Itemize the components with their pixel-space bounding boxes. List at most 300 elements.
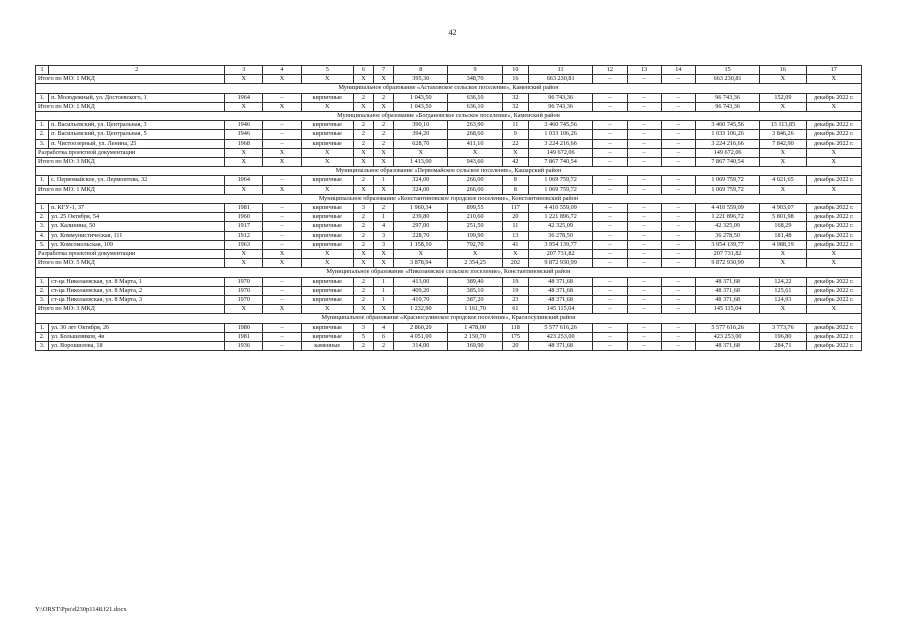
table-cell: 1981	[225, 332, 263, 341]
table-cell: 36 278,50	[695, 231, 759, 240]
table-row	[36, 130, 862, 139]
table-cell: X	[301, 185, 353, 194]
column-number: 1	[36, 66, 49, 75]
table-cell: X	[760, 158, 806, 167]
table-cell: –	[263, 231, 301, 240]
table-cell: –	[627, 75, 661, 84]
table-cell: 2	[353, 342, 373, 351]
table-cell: 2.	[36, 213, 49, 222]
table-cell: 1 033 106,26	[695, 130, 759, 139]
table-cell: –	[661, 296, 695, 305]
table-cell: п. Васильевский, ул. Центральная, 5	[49, 130, 225, 139]
summary-row	[36, 148, 862, 157]
column-number: 15	[695, 66, 759, 75]
table-cell: X	[374, 158, 394, 167]
table-cell: –	[263, 240, 301, 249]
table-cell: 423 253,00	[695, 332, 759, 341]
table-cell: кирпичные	[301, 277, 353, 286]
table-cell: –	[661, 332, 695, 341]
table-cell: X	[806, 250, 861, 259]
table-cell: 1	[374, 286, 394, 295]
table-cell: 297,00	[394, 222, 448, 231]
table-cell: –	[593, 259, 627, 268]
table-cell: X	[806, 259, 861, 268]
table-cell: 149 672,06	[528, 148, 592, 157]
table-cell: декабрь 2022 г.	[806, 213, 861, 222]
table-cell: X	[301, 250, 353, 259]
table-row	[36, 93, 862, 102]
table-cell: 9 872 930,99	[528, 259, 592, 268]
table-cell: 117	[502, 204, 528, 213]
table-cell: –	[627, 296, 661, 305]
table-cell: 1	[374, 296, 394, 305]
table-cell: 2.	[36, 130, 49, 139]
table-cell: кирпичные	[301, 139, 353, 148]
table-cell: 266,00	[448, 185, 502, 194]
section-title: Муниципальное образование «Николаевское сельское поселение», Константиновский район	[36, 268, 862, 277]
table-cell: X	[353, 305, 373, 314]
table-cell: –	[627, 250, 661, 259]
table-cell: X	[760, 305, 806, 314]
table-cell: ул. Калинина, 50	[49, 222, 225, 231]
summary-row	[36, 102, 862, 111]
table-cell: 1	[374, 176, 394, 185]
table-cell: 145 115,04	[528, 305, 592, 314]
table-cell: 4 051,00	[394, 332, 448, 341]
table-cell: 2	[353, 93, 373, 102]
table-cell: –	[627, 185, 661, 194]
table-cell: п. КГУ-1, 37	[49, 204, 225, 213]
table-cell: 96 743,36	[695, 93, 759, 102]
section-header-row	[36, 84, 862, 93]
table-cell: X	[353, 250, 373, 259]
table-cell: –	[661, 176, 695, 185]
table-cell: 1 069 759,72	[695, 185, 759, 194]
table-cell: X	[301, 148, 353, 157]
table-cell: 3	[353, 204, 373, 213]
table-cell: 175	[502, 332, 528, 341]
table-cell: декабрь 2022 г.	[806, 176, 861, 185]
table-cell: X	[301, 305, 353, 314]
table-cell: –	[627, 240, 661, 249]
table-cell: 2	[353, 240, 373, 249]
table-cell: 1980	[225, 323, 263, 332]
table-cell: 1970	[225, 296, 263, 305]
table-row	[36, 213, 862, 222]
table-cell: 3	[353, 323, 373, 332]
column-number: 17	[806, 66, 861, 75]
table-cell: 4 410 559,09	[528, 204, 592, 213]
table-cell: 210,60	[448, 213, 502, 222]
table-cell: 5.	[36, 240, 49, 249]
page-number: 42	[448, 28, 457, 37]
table-cell: 125,61	[760, 286, 806, 295]
summary-row	[36, 259, 862, 268]
table-cell: ул. Коммунистическая, 111	[49, 231, 225, 240]
section-title: Муниципальное образование «Первомайское сельское поселение», Кашарский район	[36, 167, 862, 176]
table-cell: Итого по МО: 3 МКД	[36, 305, 225, 314]
table-cell: 3 878,94	[394, 259, 448, 268]
table-cell: 314,00	[394, 342, 448, 351]
table-cell: 1 221 896,72	[528, 213, 592, 222]
table-cell: 7 842,90	[760, 139, 806, 148]
table-cell: 1 158,10	[394, 240, 448, 249]
table-cell: 3 224 216,66	[695, 139, 759, 148]
table-cell: 5 801,98	[760, 213, 806, 222]
table-cell: X	[353, 185, 373, 194]
table-cell: 1.	[36, 323, 49, 332]
table-cell: 6	[374, 332, 394, 341]
table-cell: –	[661, 93, 695, 102]
table-cell: 1 478,00	[448, 323, 502, 332]
table-cell: 152,09	[760, 93, 806, 102]
table-cell: –	[593, 158, 627, 167]
table-cell: –	[593, 75, 627, 84]
table-cell: 48 371,68	[528, 342, 592, 351]
table-cell: 2	[353, 213, 373, 222]
table-cell: X	[374, 148, 394, 157]
table-cell: 32	[502, 93, 528, 102]
table-cell: –	[661, 148, 695, 157]
table-cell: 636,10	[448, 102, 502, 111]
table-cell: –	[263, 176, 301, 185]
table-cell: декабрь 2022 г.	[806, 121, 861, 130]
table-cell: –	[593, 185, 627, 194]
table-cell: 3 954 139,77	[695, 240, 759, 249]
table-cell: 2 150,70	[448, 332, 502, 341]
table-row	[36, 342, 862, 351]
table-cell: 1964	[225, 176, 263, 185]
column-number: 10	[502, 66, 528, 75]
table-cell: 390,10	[394, 121, 448, 130]
table-cell: кирпичные	[301, 130, 353, 139]
table-cell: декабрь 2022 г.	[806, 332, 861, 341]
table-cell: 3 846,26	[760, 130, 806, 139]
table-cell: X	[394, 250, 448, 259]
summary-row	[36, 250, 862, 259]
table-cell: 42	[502, 158, 528, 167]
table-cell: 2	[353, 130, 373, 139]
table-cell: 3	[374, 240, 394, 249]
table-cell: 1.	[36, 277, 49, 286]
table-cell: 663 230,81	[528, 75, 592, 84]
section-header-row	[36, 314, 862, 323]
table-cell: 145 115,04	[695, 305, 759, 314]
table-cell: 124,22	[760, 277, 806, 286]
table-cell: 1 043,50	[394, 93, 448, 102]
table-cell: X	[225, 185, 263, 194]
table-cell: –	[263, 222, 301, 231]
table-cell: X	[263, 148, 301, 157]
table-cell: 423 253,00	[528, 332, 592, 341]
table-cell: 3 224 216,66	[528, 139, 592, 148]
table-cell: X	[263, 250, 301, 259]
table-cell: декабрь 2022 г.	[806, 204, 861, 213]
table-cell: 1 033 106,26	[528, 130, 592, 139]
table-cell: 4 988,19	[760, 240, 806, 249]
table-cell: 48 371,68	[695, 296, 759, 305]
table-cell: 168,29	[760, 222, 806, 231]
table-cell: X	[353, 102, 373, 111]
table-cell: 48 371,68	[528, 277, 592, 286]
section-header-row	[36, 194, 862, 203]
table-cell: 1970	[225, 286, 263, 295]
table-cell: 2	[353, 176, 373, 185]
column-number: 5	[301, 66, 353, 75]
table-cell: 389,40	[448, 277, 502, 286]
table-cell: –	[661, 139, 695, 148]
table-cell: –	[661, 158, 695, 167]
table-cell: кирпичные	[301, 296, 353, 305]
table-cell: 96 743,36	[695, 102, 759, 111]
table-cell: –	[661, 250, 695, 259]
table-cell: 3.	[36, 342, 49, 351]
column-number: 9	[448, 66, 502, 75]
table-cell: X	[225, 158, 263, 167]
table-cell: 23	[502, 296, 528, 305]
column-number: 12	[593, 66, 627, 75]
file-path-footer: Y:\ORST\Ppo\d230p1148.f21.docx	[35, 606, 127, 613]
table-cell: 4 021,65	[760, 176, 806, 185]
column-number: 13	[627, 66, 661, 75]
table-cell: ул. Ворошилова, 18	[49, 342, 225, 351]
table-cell: 413,00	[394, 277, 448, 286]
table-cell: декабрь 2022 г.	[806, 93, 861, 102]
table-row	[36, 139, 862, 148]
table-cell: 118	[502, 323, 528, 332]
section-title: Муниципальное образование «Константиновское городское поселение», Константиновский район	[36, 194, 862, 203]
table-cell: –	[661, 305, 695, 314]
table-cell: 9 872 930,99	[695, 259, 759, 268]
table-cell: –	[593, 323, 627, 332]
table-cell: 16	[502, 75, 528, 84]
table-cell: –	[593, 277, 627, 286]
table-cell: X	[263, 259, 301, 268]
table-cell: кирпичные	[301, 222, 353, 231]
table-cell: 385,10	[448, 286, 502, 295]
table-cell: 263,90	[448, 121, 502, 130]
table-cell: ул. Большевиков, 4в	[49, 332, 225, 341]
table-cell: –	[263, 342, 301, 351]
table-row	[36, 121, 862, 130]
table-cell: 20	[502, 213, 528, 222]
table-row	[36, 323, 862, 332]
table-cell: X	[263, 158, 301, 167]
table-cell: 20	[502, 342, 528, 351]
table-cell: 149 672,06	[695, 148, 759, 157]
table-cell: ул. 30 лет Октября, 26	[49, 323, 225, 332]
table-row	[36, 240, 862, 249]
table-cell: 1968	[225, 139, 263, 148]
table-cell: X	[353, 75, 373, 84]
table-cell: –	[263, 121, 301, 130]
table-cell: X	[353, 259, 373, 268]
table-cell: X	[806, 102, 861, 111]
table-cell: 2	[353, 121, 373, 130]
table-cell: 387,20	[448, 296, 502, 305]
summary-row	[36, 75, 862, 84]
table-cell: 1981	[225, 204, 263, 213]
table-cell: кирпичные	[301, 176, 353, 185]
table-cell: 943,60	[448, 158, 502, 167]
table-cell: X	[760, 102, 806, 111]
table-cell: 96 743,36	[528, 102, 592, 111]
table-cell: X	[301, 102, 353, 111]
table-cell: 2	[353, 286, 373, 295]
table-cell: –	[661, 185, 695, 194]
repair-schedule-table	[35, 65, 862, 351]
table-cell: –	[593, 296, 627, 305]
table-cell: 3 954 139,77	[528, 240, 592, 249]
table-cell: –	[661, 130, 695, 139]
table-cell: кирпичные	[301, 286, 353, 295]
table-cell: 2	[374, 204, 394, 213]
table-cell: декабрь 2022 г.	[806, 222, 861, 231]
table-cell: кирпичные	[301, 323, 353, 332]
table-cell: 2 860,20	[394, 323, 448, 332]
table-cell: 251,50	[448, 222, 502, 231]
table-cell: Итого по МО: 1 МКД	[36, 102, 225, 111]
summary-row	[36, 185, 862, 194]
table-cell: каменные	[301, 342, 353, 351]
table-cell: 48 371,68	[695, 277, 759, 286]
table-cell: 636,10	[448, 93, 502, 102]
table-cell: Итого по МО: 1 МКД	[36, 75, 225, 84]
table-cell: 1 960,34	[394, 204, 448, 213]
section-header-row	[36, 268, 862, 277]
table-cell: X	[760, 259, 806, 268]
table-cell: 42 325,09	[695, 222, 759, 231]
table-cell: X	[394, 148, 448, 157]
table-cell: 8	[502, 185, 528, 194]
table-cell: п. Молодежный, ул. Достоевского, 1	[49, 93, 225, 102]
table-cell: 410,70	[394, 296, 448, 305]
table-cell: X	[225, 250, 263, 259]
table-cell: 199,90	[448, 231, 502, 240]
table-cell: с. Первомайское, ул. Лермонтова, 32	[49, 176, 225, 185]
table-cell: 207 731,82	[528, 250, 592, 259]
table-cell: X	[502, 250, 528, 259]
table-cell: 1 069 759,72	[528, 176, 592, 185]
table-cell: –	[627, 259, 661, 268]
table-cell: –	[263, 296, 301, 305]
table-cell: 1.	[36, 93, 49, 102]
table-cell: X	[374, 102, 394, 111]
table-cell: X	[263, 185, 301, 194]
table-cell: –	[593, 240, 627, 249]
table-row	[36, 286, 862, 295]
table-cell: –	[627, 148, 661, 157]
table-cell: декабрь 2022 г.	[806, 240, 861, 249]
table-cell: X	[263, 102, 301, 111]
table-cell: 1	[374, 213, 394, 222]
table-cell: –	[627, 277, 661, 286]
table-cell: –	[593, 93, 627, 102]
table-cell: 1 069 759,72	[695, 176, 759, 185]
table-cell: X	[225, 148, 263, 157]
section-title: Муниципальное образование «Красносулинское городское поселение», Красносулинский район	[36, 314, 862, 323]
table-cell: –	[593, 222, 627, 231]
table-cell: –	[661, 213, 695, 222]
table-cell: 2	[374, 342, 394, 351]
table-cell: 7 867 740,54	[695, 158, 759, 167]
table-cell: Итого по МО: 5 МКД	[36, 259, 225, 268]
summary-row	[36, 158, 862, 167]
table-cell: 394,20	[394, 130, 448, 139]
table-cell: 2	[353, 222, 373, 231]
table-cell: –	[263, 213, 301, 222]
table-cell: –	[263, 130, 301, 139]
table-cell: 1 161,70	[448, 305, 502, 314]
table-cell: 395,30	[394, 75, 448, 84]
section-header-row	[36, 167, 862, 176]
table-cell: 1 069 759,72	[528, 185, 592, 194]
table-cell: декабрь 2022 г.	[806, 296, 861, 305]
table-cell: X	[225, 305, 263, 314]
table-cell: –	[263, 204, 301, 213]
table-cell: 1.	[36, 176, 49, 185]
table-cell: X	[225, 259, 263, 268]
table-cell: 2	[353, 231, 373, 240]
table-cell: –	[263, 323, 301, 332]
table-cell: 169,90	[448, 342, 502, 351]
table-cell: –	[661, 323, 695, 332]
table-cell: 1 043,50	[394, 102, 448, 111]
table-cell: X	[225, 75, 263, 84]
table-cell: 2	[374, 130, 394, 139]
table-cell: –	[627, 204, 661, 213]
table-cell: декабрь 2022 г.	[806, 231, 861, 240]
table-cell: –	[627, 305, 661, 314]
table-cell: X	[760, 148, 806, 157]
table-cell: 3	[374, 231, 394, 240]
table-cell: 409,20	[394, 286, 448, 295]
table-cell: 3.	[36, 139, 49, 148]
table-row	[36, 332, 862, 341]
table-cell: –	[661, 259, 695, 268]
table-cell: 1 413,00	[394, 158, 448, 167]
table-cell: 196,80	[760, 332, 806, 341]
table-cell: декабрь 2022 г.	[806, 342, 861, 351]
table-cell: –	[661, 121, 695, 130]
table-cell: X	[353, 148, 373, 157]
table-cell: 3 773,76	[760, 323, 806, 332]
table-cell: декабрь 2022 г.	[806, 139, 861, 148]
table-cell: X	[301, 75, 353, 84]
table-cell: 1946	[225, 130, 263, 139]
column-number: 7	[374, 66, 394, 75]
table-row	[36, 222, 862, 231]
table-cell: 899,55	[448, 204, 502, 213]
table-cell: –	[263, 332, 301, 341]
table-cell: X	[374, 305, 394, 314]
table-cell: 61	[502, 305, 528, 314]
table-cell: X	[502, 148, 528, 157]
table-cell: –	[263, 93, 301, 102]
table-cell: 48 371,68	[695, 342, 759, 351]
table-cell: 663 230,81	[695, 75, 759, 84]
table-cell: –	[593, 342, 627, 351]
table-cell: 11	[502, 121, 528, 130]
table-cell: 628,70	[394, 139, 448, 148]
table-cell: X	[301, 259, 353, 268]
table-cell: 4	[374, 323, 394, 332]
table-cell: 1936	[225, 342, 263, 351]
table-row	[36, 231, 862, 240]
table-cell: 1	[374, 277, 394, 286]
table-cell: 11	[502, 222, 528, 231]
table-cell: –	[593, 231, 627, 240]
